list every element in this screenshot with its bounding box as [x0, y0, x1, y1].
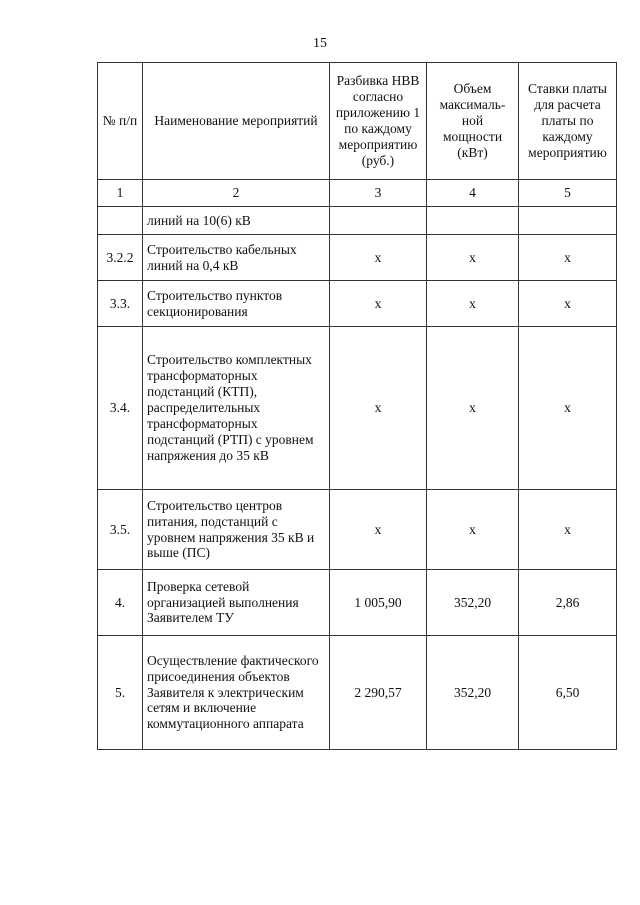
column-number-row [98, 180, 617, 207]
row-name: Осуществление фактического присоединения объектов Заявителя к электрическим сетям и включение коммутационного аппарата [143, 636, 330, 750]
row-name: линий на 10(6) кВ [143, 207, 330, 235]
column-number: 1 [98, 180, 143, 207]
row-name: Строительство пунктов секционирования [143, 281, 330, 327]
measures-table [97, 62, 617, 750]
row-num: 3.4. [98, 327, 143, 490]
row-power: 352,20 [427, 570, 519, 636]
row-name: Строительство кабельных линий на 0,4 кВ [143, 235, 330, 281]
row-num: 3.3. [98, 281, 143, 327]
table-row [98, 235, 617, 281]
row-rate: 6,50 [519, 636, 617, 750]
row-name: Строительство комплектных трансформаторных подстанций (КТП), распределительных трансформаторных подстанций (РТП) с уровнем напряжения до 35 кВ [143, 327, 330, 490]
row-num: 4. [98, 570, 143, 636]
row-rate: x [519, 235, 617, 281]
row-name: Проверка сетевой организацией выполнения Заявителем ТУ [143, 570, 330, 636]
row-nvv: x [330, 281, 427, 327]
row-num: 3.5. [98, 490, 143, 570]
row-rate: 2,86 [519, 570, 617, 636]
row-nvv [330, 207, 427, 235]
row-nvv: x [330, 327, 427, 490]
header-num: № п/п [98, 63, 143, 180]
row-rate [519, 207, 617, 235]
column-number: 4 [427, 180, 519, 207]
row-rate: x [519, 327, 617, 490]
row-num [98, 207, 143, 235]
row-nvv: x [330, 490, 427, 570]
table-row [98, 327, 617, 490]
table-row [98, 636, 617, 750]
row-nvv: 2 290,57 [330, 636, 427, 750]
row-power: x [427, 281, 519, 327]
table-row [98, 207, 617, 235]
row-power: 352,20 [427, 636, 519, 750]
page-number: 15 [313, 36, 327, 51]
row-nvv: 1 005,90 [330, 570, 427, 636]
row-num: 3.2.2 [98, 235, 143, 281]
table-header-row [98, 63, 617, 180]
column-number: 3 [330, 180, 427, 207]
header-rate: Ставки платы для расчета платы по каждому мероприятию [519, 63, 617, 180]
row-power [427, 207, 519, 235]
row-nvv: x [330, 235, 427, 281]
row-rate: x [519, 281, 617, 327]
table-row [98, 570, 617, 636]
column-number: 2 [143, 180, 330, 207]
row-power: x [427, 327, 519, 490]
row-name: Строительство центров питания, подстанций с уровнем напряжения 35 кВ и выше (ПС) [143, 490, 330, 570]
table-row [98, 490, 617, 570]
header-name: Наименование мероприятий [143, 63, 330, 180]
row-power: x [427, 490, 519, 570]
header-nvv: Разбивка НВВ согласно приложению 1 по каждому мероприятию (руб.) [330, 63, 427, 180]
row-num: 5. [98, 636, 143, 750]
row-power: x [427, 235, 519, 281]
column-number: 5 [519, 180, 617, 207]
row-rate: x [519, 490, 617, 570]
table-row [98, 281, 617, 327]
header-power: Объем максималь-ной мощности (кВт) [427, 63, 519, 180]
